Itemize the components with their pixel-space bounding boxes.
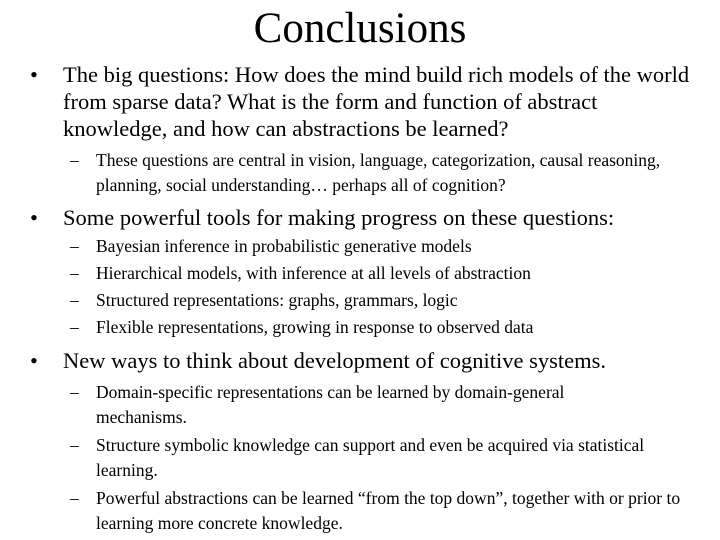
list-item-text: Flexible representations, growing in response to observed data bbox=[96, 317, 534, 337]
list-item-text: Bayesian inference in probabilistic generative models bbox=[96, 236, 472, 256]
sub-item-text: Powerful abstractions can be learned “from the top down”, together with or prior to learning more concrete knowledge. bbox=[96, 488, 681, 533]
dash-marker: – bbox=[70, 236, 79, 256]
sub-item-text: Domain-specific representations can be learned by domain-general mechanisms. bbox=[96, 382, 565, 427]
dash-marker: – bbox=[70, 263, 79, 283]
dash-marker: – bbox=[70, 150, 79, 170]
bullet-marker: • bbox=[30, 348, 38, 373]
dash-marker: – bbox=[70, 382, 79, 402]
bullet-marker: • bbox=[30, 205, 38, 230]
bullet-text: Some powerful tools for making progress on these questions: bbox=[63, 205, 615, 230]
bullet-marker: • bbox=[30, 62, 38, 87]
dash-marker: – bbox=[70, 488, 79, 508]
sub-item-text: These questions are central in vision, language, categorization, causal reasoning, planning, social understanding… perhaps all of cognition? bbox=[96, 150, 661, 195]
dash-marker: – bbox=[70, 317, 79, 337]
dash-marker: – bbox=[70, 435, 79, 455]
bullet-text: The big questions: How does the mind build rich models of the world from sparse data? What is the form and function of abstract knowledge, and how can abstractions be learned? bbox=[63, 62, 690, 141]
dash-marker: – bbox=[70, 290, 79, 310]
slide-title: Conclusions bbox=[253, 5, 467, 52]
list-item-text: Structured representations: graphs, grammars, logic bbox=[96, 290, 458, 310]
bullet-text: New ways to think about development of cognitive systems. bbox=[63, 348, 607, 373]
list-item-text: Hierarchical models, with inference at all levels of abstraction bbox=[96, 263, 531, 283]
sub-item-text: Structure symbolic knowledge can support and even be acquired via statistical learning. bbox=[96, 435, 645, 480]
